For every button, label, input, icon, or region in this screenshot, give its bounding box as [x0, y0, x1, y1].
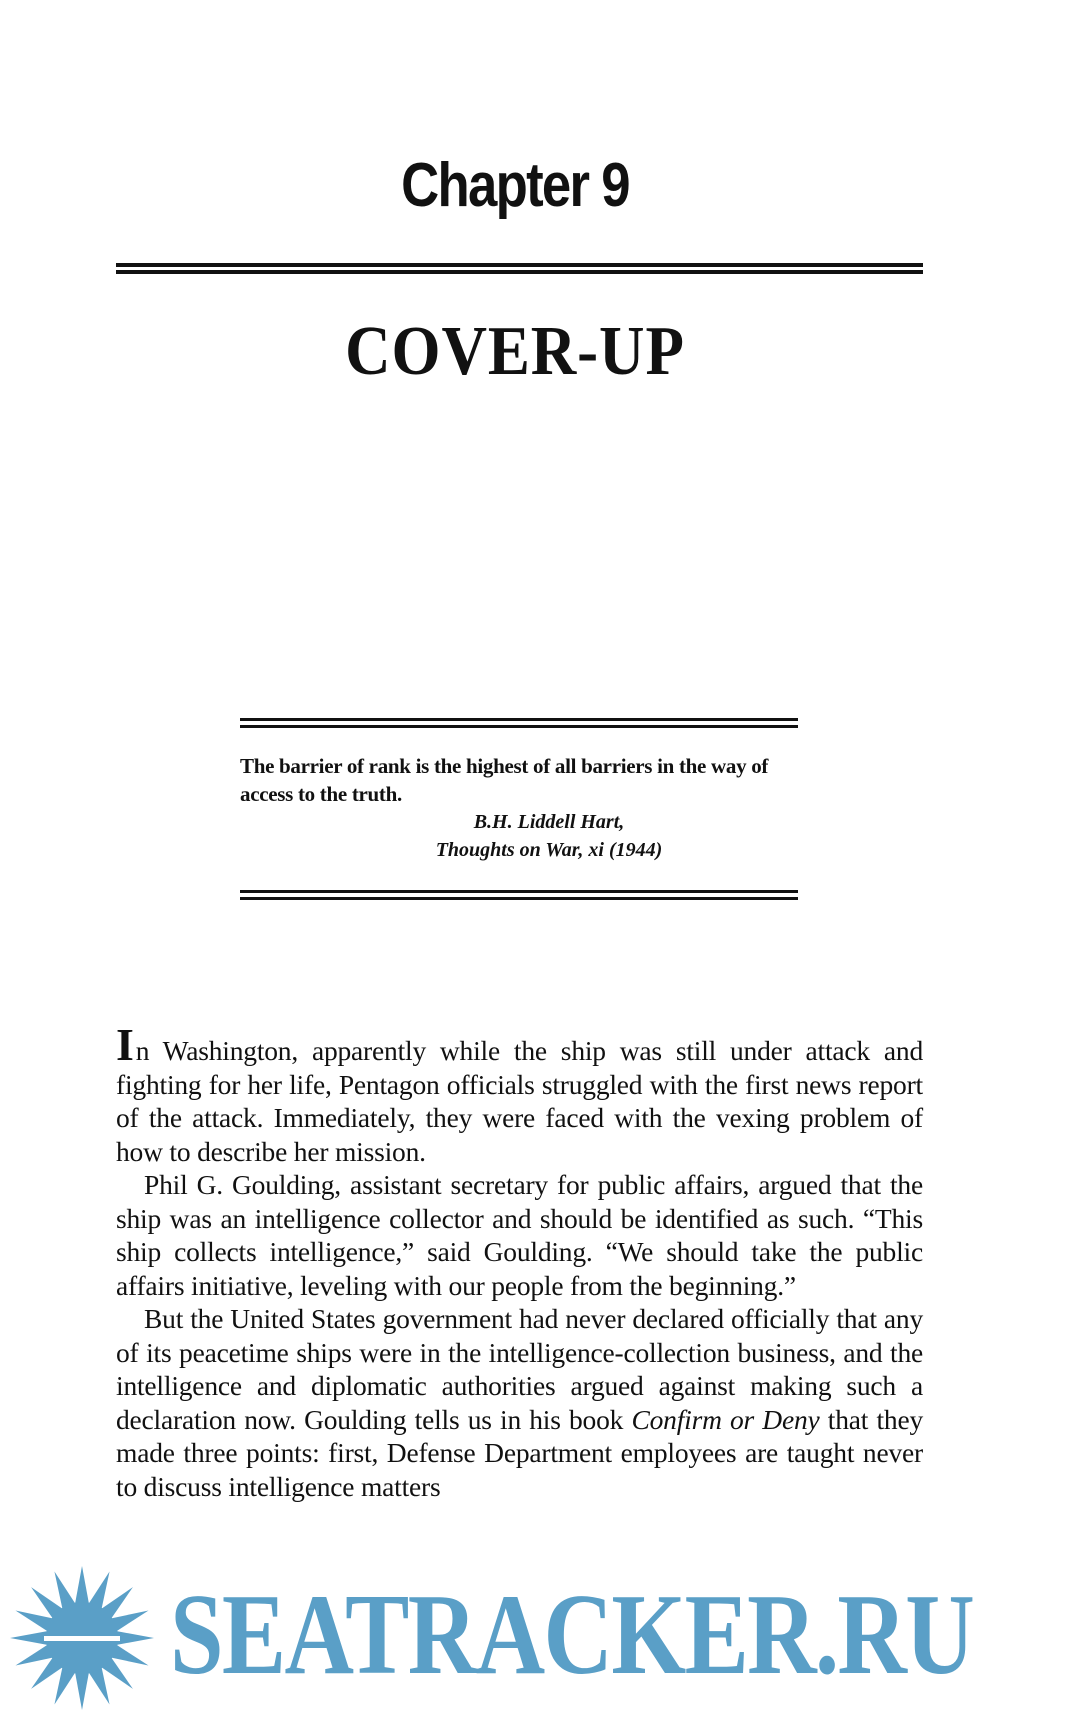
- title-rule-top: [116, 263, 923, 267]
- epigraph: [240, 752, 798, 864]
- book-title: Confirm or Deny: [631, 1403, 820, 1435]
- chapter-label: Chapter 9: [401, 151, 629, 220]
- epigraph-rule-bottom-1: [240, 890, 798, 893]
- epigraph-author: B.H. Liddell Hart,: [473, 811, 625, 833]
- paragraph-2: Phil G. Goulding, assistant secretary for public affairs, argued that the ship was an intelligence collector and should be identified as such. “This ship collects intelligence,” said Goulding. “We should take the public affairs initiative, leveling with our people from the beginning.”: [116, 1169, 923, 1301]
- paragraph-3-start: But the United States government had never declared officially that any of its peacetime ships were in the intelligence-collection business, and the intelligence and diplomatic authorities argued against making such a declaration now. Goulding tells us in his book: [116, 1303, 923, 1435]
- paragraph-3-end: that they made three points: first, Defense Department employees are taught never to discuss intelligence matters: [116, 1403, 923, 1502]
- epigraph-source: Thoughts on War, xi (1944): [435, 839, 663, 861]
- epigraph-rule-bottom-2: [240, 897, 798, 900]
- epigraph-rule-top-1: [240, 718, 798, 721]
- paragraph-1: [116, 1019, 923, 1168]
- epigraph-quote: The barrier of rank is the highest of all barriers in the way of access to the truth.: [240, 754, 769, 806]
- paragraph-3: [116, 1302, 923, 1503]
- drop-cap: I: [116, 1019, 134, 1070]
- paragraph-1-text: n Washington, apparently while the ship was still under attack and fighting for her life, Pentagon officials struggled with the first news report of the attack. Immediately, they were faced with the vexing problem of how to describe her mission.: [116, 1035, 923, 1167]
- body-text: [116, 1019, 923, 1503]
- title-rule-bottom: [116, 270, 923, 274]
- epigraph-rule-top-2: [240, 725, 798, 728]
- watermark-text: SEATRACKER.RU: [170, 1571, 974, 1699]
- sun-logo-icon: [10, 1566, 154, 1710]
- chapter-title: COVER-UP: [345, 313, 685, 390]
